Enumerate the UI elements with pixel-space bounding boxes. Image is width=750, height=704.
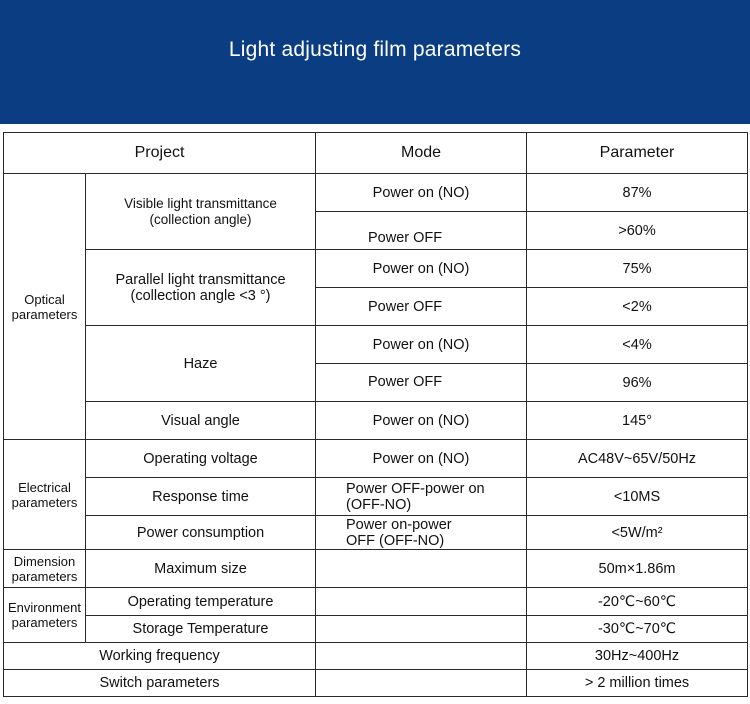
mode-cell: Power OFF (316, 212, 527, 250)
table-row (4, 250, 748, 288)
item-visible-light-transmittance: Visible light transmittance (collection angle) (86, 174, 316, 250)
parameters-table (3, 132, 748, 697)
mode-cell (316, 670, 527, 697)
item-haze: Haze (86, 326, 316, 402)
value-cell: 30Hz~400Hz (527, 643, 748, 670)
table-row (4, 616, 748, 643)
value-cell: -30℃~70℃ (527, 616, 748, 643)
value-cell: 75% (527, 250, 748, 288)
table-row (4, 516, 748, 550)
item-operating-temperature: Operating temperature (86, 588, 316, 616)
mode-cell: Power on (NO) (316, 440, 527, 478)
header-project: Project (4, 133, 316, 174)
item-operating-voltage: Operating voltage (86, 440, 316, 478)
item-working-frequency: Working frequency (4, 643, 316, 670)
mode-cell: Power on (NO) (316, 174, 527, 212)
group-environment: Environment parameters (4, 588, 86, 643)
mode-cell: Power OFF (316, 288, 527, 326)
header-parameter: Parameter (527, 133, 748, 174)
table-row (4, 402, 748, 440)
table-row (4, 588, 748, 616)
value-cell: <5W/m² (527, 516, 748, 550)
table-row (4, 440, 748, 478)
table-row (4, 478, 748, 516)
item-parallel-light-transmittance: Parallel light transmittance (collection angle <3 °) (86, 250, 316, 326)
table-row (4, 326, 748, 364)
mode-cell: Power on (NO) (316, 250, 527, 288)
mode-cell (316, 616, 527, 643)
mode-cell: Power on (NO) (316, 402, 527, 440)
value-cell: <10MS (527, 478, 748, 516)
item-visual-angle: Visual angle (86, 402, 316, 440)
group-optical: Optical parameters (4, 174, 86, 440)
value-cell: 87% (527, 174, 748, 212)
mode-cell: Power on-power OFF (OFF-NO) (316, 516, 527, 550)
table-row (4, 643, 748, 670)
mode-cell: Power OFF-power on (OFF-NO) (316, 478, 527, 516)
group-dimension: Dimension parameters (4, 550, 86, 588)
value-cell: <4% (527, 326, 748, 364)
group-electrical: Electrical parameters (4, 440, 86, 550)
table-row (4, 670, 748, 697)
value-cell: > 2 million times (527, 670, 748, 697)
value-cell: 50m×1.86m (527, 550, 748, 588)
value-cell: -20℃~60℃ (527, 588, 748, 616)
mode-cell (316, 588, 527, 616)
page-title: Light adjusting film parameters (228, 38, 522, 61)
value-cell: AC48V~65V/50Hz (527, 440, 748, 478)
item-response-time: Response time (86, 478, 316, 516)
value-cell: >60% (527, 212, 748, 250)
mode-cell (316, 550, 527, 588)
header-row (4, 133, 748, 174)
value-cell: 145° (527, 402, 748, 440)
header-banner (0, 0, 750, 124)
mode-cell: Power OFF (316, 364, 527, 402)
table-row (4, 174, 748, 212)
value-cell: 96% (527, 364, 748, 402)
item-storage-temperature: Storage Temperature (86, 616, 316, 643)
item-power-consumption: Power consumption (86, 516, 316, 550)
value-cell: <2% (527, 288, 748, 326)
item-maximum-size: Maximum size (86, 550, 316, 588)
mode-cell: Power on (NO) (316, 326, 527, 364)
mode-cell (316, 643, 527, 670)
table-row (4, 550, 748, 588)
item-switch-parameters: Switch parameters (4, 670, 316, 697)
header-mode: Mode (316, 133, 527, 174)
